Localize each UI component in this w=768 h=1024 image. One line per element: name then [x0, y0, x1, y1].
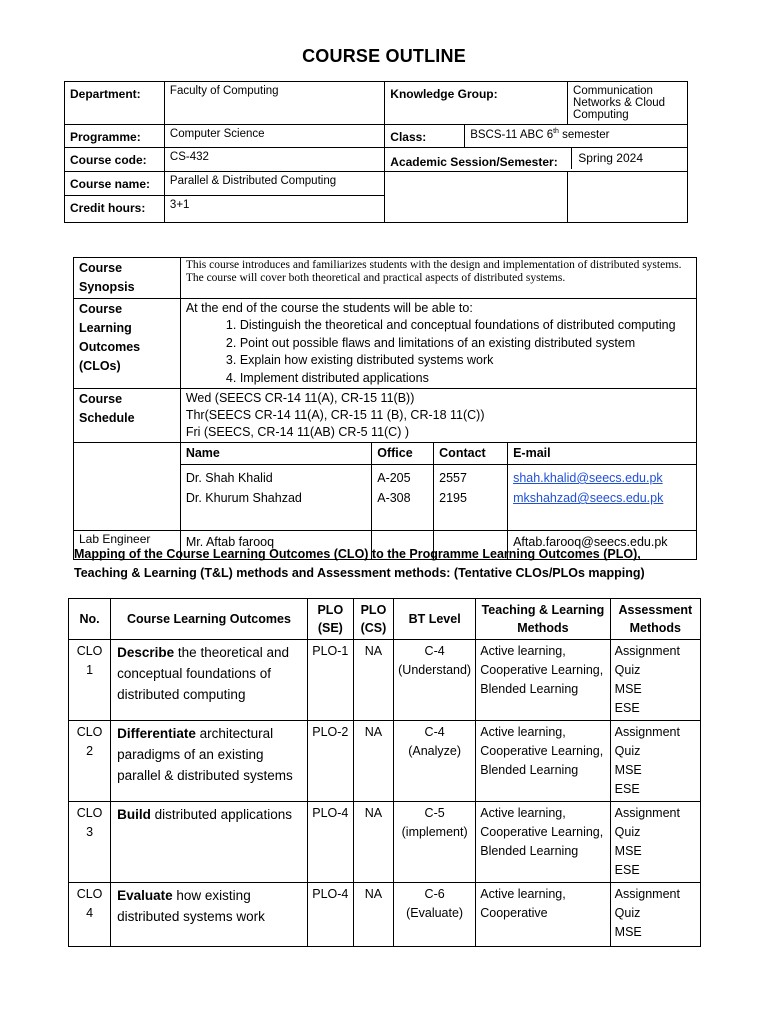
- session-value: Spring 2024: [571, 148, 649, 169]
- faculty-header-name: Name: [180, 443, 371, 465]
- course-info-table: [73, 257, 697, 560]
- lab-engineer-label: Lab Engineer: [74, 531, 181, 560]
- faculty-names: [180, 465, 371, 531]
- clo-list-cell: [180, 299, 696, 389]
- schedule-line: Thr(SEECS CR-14 11(A), CR-15 11 (B), CR-18 11(C)): [185, 408, 485, 422]
- clo-list-item: 1. Distinguish the theoretical and conceptual foundations of distributed computing: [240, 317, 691, 335]
- department-value: Faculty of Computing: [164, 82, 384, 125]
- department-label: Department:: [65, 82, 165, 125]
- faculty-contacts: [434, 465, 508, 531]
- faculty-name: Dr. Shah Khalid: [185, 471, 273, 485]
- session-label: Academic Session/Semester:: [390, 155, 558, 169]
- class-value: BSCS-11 ABC 6th semester: [465, 125, 688, 148]
- course-name-label: Course name:: [65, 172, 165, 196]
- clo-number: CLO 1: [69, 640, 111, 721]
- table-row: [69, 883, 701, 947]
- col-header: Teaching & Learning Methods: [476, 599, 610, 640]
- assessment-methods: Assignment Quiz MSE ESE: [610, 721, 700, 802]
- schedule-label: Course Schedule: [74, 389, 181, 443]
- synopsis-text: This course introduces and familiarizes students with the design and implementation of distributed systems. The course will cover both theoretical and practical aspects of distributed systems.: [180, 258, 696, 299]
- assessment-methods: Assignment Quiz MSE: [610, 883, 700, 947]
- schedule-line: Fri (SEECS, CR-14 11(AB) CR-5 11(C) ): [185, 425, 410, 439]
- clo-label: Course Learning Outcomes (CLOs): [74, 299, 181, 389]
- plo-cs: NA: [353, 802, 393, 883]
- bt-level: C-6 (Evaluate): [394, 883, 476, 947]
- empty-cell: [74, 443, 181, 531]
- clo-description: Evaluate how existing distributed systems work: [111, 883, 308, 947]
- clo-mapping-table: [68, 598, 701, 947]
- plo-se: PLO-4: [307, 802, 353, 883]
- faculty-header-contact: Contact: [434, 443, 508, 465]
- clo-number: CLO 3: [69, 802, 111, 883]
- mapping-heading: Mapping of the Course Learning Outcomes (CLO) to the Programme Learning Outcomes (PLO), Teaching & Learning (T&L) methods and Assessment methods: (Tentative CLOs/PLOs mapping): [74, 547, 645, 580]
- col-header: Assessment Methods: [610, 599, 700, 640]
- faculty-offices: [372, 465, 434, 531]
- clo-list-item: 4. Implement distributed applications: [240, 370, 691, 388]
- email-link[interactable]: mkshahzad@seecs.edu.pk: [513, 491, 664, 505]
- schedule-cell: [180, 389, 696, 443]
- table-row: [69, 802, 701, 883]
- faculty-office: A-205: [377, 471, 411, 485]
- faculty-name: Dr. Khurum Shahzad: [185, 491, 302, 505]
- clo-description: Describe the theoretical and conceptual foundations of distributed computing: [111, 640, 308, 721]
- clo-number: CLO 4: [69, 883, 111, 947]
- course-code-value: CS-432: [164, 148, 384, 172]
- lab-engineer-name: Mr. Aftab farooq: [180, 531, 371, 560]
- credit-hours-label: Credit hours:: [65, 196, 165, 223]
- tl-methods: Active learning, Cooperative: [476, 883, 610, 947]
- assessment-methods: Assignment Quiz MSE ESE: [610, 802, 700, 883]
- faculty-contact: 2557: [439, 471, 467, 485]
- faculty-header-email: E-mail: [508, 443, 697, 465]
- clo-list-item: 3. Explain how existing distributed systems work: [240, 352, 691, 370]
- email-link[interactable]: shah.khalid@seecs.edu.pk: [513, 471, 663, 485]
- knowledge-group-value: Communication Networks & Cloud Computing: [568, 82, 688, 125]
- programme-label: Programme:: [65, 125, 165, 148]
- assessment-methods: Assignment Quiz MSE ESE: [610, 640, 700, 721]
- bt-level: C-4 (Analyze): [394, 721, 476, 802]
- plo-cs: NA: [353, 883, 393, 947]
- lab-engineer-email: Aftab.farooq@seecs.edu.pk: [508, 531, 697, 560]
- faculty-emails: [508, 465, 697, 531]
- col-header: PLO (SE): [307, 599, 353, 640]
- col-header: Course Learning Outcomes: [111, 599, 308, 640]
- empty-cell: [568, 172, 688, 223]
- plo-cs: NA: [353, 721, 393, 802]
- tl-methods: Active learning, Cooperative Learning, Blended Learning: [476, 802, 610, 883]
- col-header: PLO (CS): [353, 599, 393, 640]
- plo-se: PLO-1: [307, 640, 353, 721]
- plo-se: PLO-2: [307, 721, 353, 802]
- session-cell: [385, 148, 688, 172]
- col-header: No.: [69, 599, 111, 640]
- programme-value: Computer Science: [164, 125, 384, 148]
- course-name-value: Parallel & Distributed Computing: [164, 172, 384, 196]
- tl-methods: Active learning, Cooperative Learning, Blended Learning: [476, 721, 610, 802]
- table-row: [69, 640, 701, 721]
- col-header: BT Level: [394, 599, 476, 640]
- schedule-line: Wed (SEECS CR-14 11(A), CR-15 11(B)): [185, 391, 415, 405]
- clo-description: Build distributed applications: [111, 802, 308, 883]
- bt-level: C-4 (Understand): [394, 640, 476, 721]
- table-row: [69, 721, 701, 802]
- synopsis-label: Course Synopsis: [74, 258, 181, 299]
- plo-se: PLO-4: [307, 883, 353, 947]
- clo-intro: At the end of the course the students will be able to:: [185, 301, 473, 315]
- clo-number: CLO 2: [69, 721, 111, 802]
- course-header-table: [64, 81, 688, 223]
- knowledge-group-label: Knowledge Group:: [385, 82, 568, 125]
- page-title: COURSE OUTLINE: [302, 46, 466, 66]
- faculty-contact: 2195: [439, 491, 467, 505]
- course-code-label: Course code:: [65, 148, 165, 172]
- credit-hours-value: 3+1: [164, 196, 384, 223]
- faculty-office: A-308: [377, 491, 411, 505]
- clo-list-item: 2. Point out possible flaws and limitations of an existing distributed system: [240, 335, 691, 353]
- clo-description: Differentiate architectural paradigms of an existing parallel & distributed systems: [111, 721, 308, 802]
- faculty-header-office: Office: [372, 443, 434, 465]
- class-label: Class:: [385, 125, 465, 148]
- bt-level: C-5 (implement): [394, 802, 476, 883]
- tl-methods: Active learning, Cooperative Learning, Blended Learning: [476, 640, 610, 721]
- empty-cell: [385, 172, 568, 223]
- plo-cs: NA: [353, 640, 393, 721]
